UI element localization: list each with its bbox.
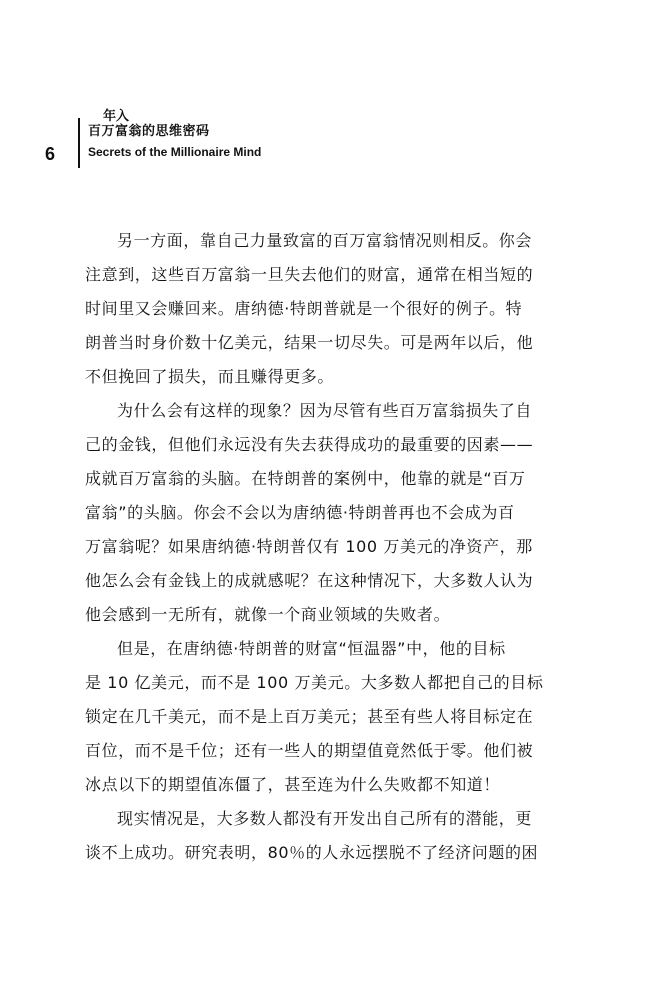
paragraph-3 — [85, 632, 573, 802]
text-line: 但是，在唐纳德·特朗普的财富“恒温器”中，他的目标 — [117, 639, 506, 658]
text-line: 另一方面，靠自己力量致富的百万富翁情况则相反。你会 — [117, 231, 533, 250]
running-header — [0, 110, 655, 170]
paragraph-1 — [85, 224, 573, 394]
paragraph-2 — [85, 394, 573, 632]
header-divider — [78, 118, 80, 168]
header-handwritten-mark: 年入 — [103, 109, 130, 124]
text-line: 他怎么会有金钱上的成就感呢？在这种情况下，大多数人认为 — [85, 571, 534, 590]
text-line: 为什么会有这样的现象？因为尽管有些百万富翁损失了自 — [117, 401, 533, 420]
book-title-english: Secrets of the Millionaire Mind — [88, 145, 262, 159]
text-line: 现实情况是，大多数人都没有开发出自己所有的潜能，更 — [117, 809, 533, 828]
body-text — [85, 224, 573, 870]
text-line: 己的金钱，但他们永远没有失去获得成功的最重要的因素—— — [85, 435, 534, 454]
text-line: 不但挽回了损失，而且赚得更多。 — [85, 367, 335, 386]
text-line: 万富翁呢？如果唐纳德·特朗普仅有 100 万美元的净资产，那 — [85, 537, 533, 556]
paragraph-4 — [85, 802, 573, 870]
text-line: 富翁”的头脑。你会不会以为唐纳德·特朗普再也不会成为百 — [85, 503, 515, 522]
text-line: 谈不上成功。研究表明，80％的人永远摆脱不了经济问题的困 — [85, 843, 539, 862]
text-line: 锁定在几千美元，而不是上百万美元；甚至有些人将目标定在 — [85, 707, 534, 726]
text-line: 冰点以下的期望值冻僵了，甚至连为什么失败都不知道！ — [85, 775, 501, 794]
text-line: 时间里又会赚回来。唐纳德·特朗普就是一个很好的例子。特 — [85, 299, 523, 318]
text-line: 成就百万富翁的头脑。在特朗普的案例中，他靠的就是“百万 — [85, 469, 526, 488]
text-line: 他会感到一无所有，就像一个商业领域的失败者。 — [85, 605, 451, 624]
page-number: 6 — [45, 144, 56, 164]
book-title-chinese: 百万富翁的思维密码 — [88, 124, 210, 139]
text-line: 是 10 亿美元，而不是 100 万美元。大多数人都把自己的目标 — [85, 673, 544, 692]
text-line: 朗普当时身价数十亿美元，结果一切尽失。可是两年以后，他 — [85, 333, 534, 352]
text-line: 百位，而不是千位；还有一些人的期望值竟然低于零。他们被 — [85, 741, 534, 760]
text-line: 注意到，这些百万富翁一旦失去他们的财富，通常在相当短的 — [85, 265, 534, 284]
